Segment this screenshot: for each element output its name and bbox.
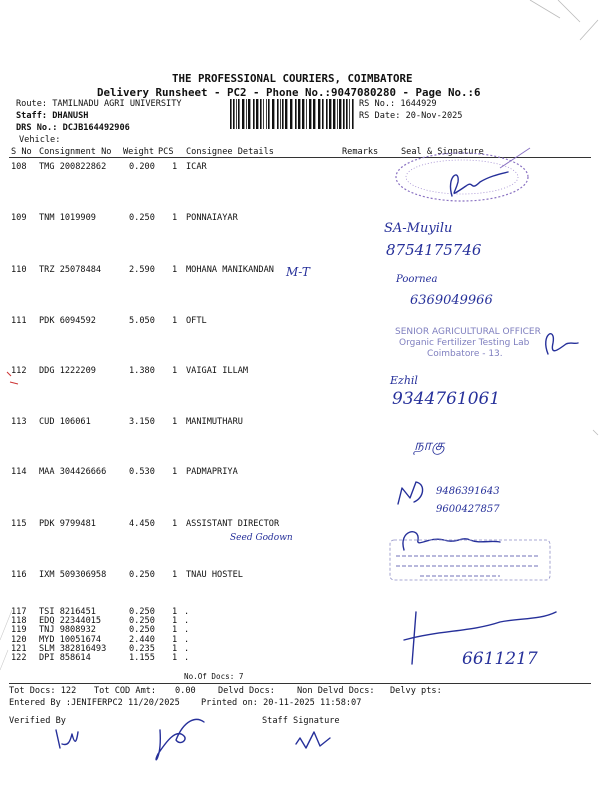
row-pcs: 1 [172, 467, 178, 477]
row-cno: TMG 200822862 [39, 162, 107, 172]
h112-name: Ezhil [390, 374, 418, 387]
route: Route: TAMILNADU AGRI UNIVERSITY [16, 99, 182, 109]
compact-row-pcs: 1 [172, 616, 178, 627]
h115-remark: Seed Godown [230, 533, 293, 543]
col-seal-signature: Seal & Signature [401, 147, 484, 157]
compact-row-weight: 0.250 [129, 607, 155, 617]
compact-row-consignee: . [184, 643, 190, 654]
row-cno: MAA 304426666 [39, 467, 107, 477]
row-consignee: MANIMUTHARU [186, 417, 243, 427]
entered-by: Entered By :JENIFERPC2 11/20/2025 [9, 698, 180, 708]
runsheet-subtitle: Delivery Runsheet - PC2 - Phone No.:9047080280 - Page No.:6 [97, 86, 481, 99]
h110-name: Poornea [396, 274, 438, 285]
col-pcs: PCS [158, 147, 174, 157]
verified-signature [56, 730, 78, 748]
oftl-stamp-line3: Coimbatore - 13. [427, 349, 503, 359]
compact-row-cno: DPI 858614 [39, 653, 91, 663]
row-sno: 115 [11, 519, 27, 529]
compact-row-pcs: 1 [172, 625, 178, 636]
col-weight: Weight [123, 147, 155, 157]
icar-signature [450, 172, 508, 196]
row-consignee: PADMAPRIYA [186, 467, 238, 477]
no-of-docs: No.Of Docs: 7 [184, 672, 244, 681]
h114-signature [398, 482, 423, 504]
row-pcs: 1 [172, 213, 178, 223]
compact-row-sno: 120 [11, 634, 27, 645]
row-cno: DDG 1222209 [39, 366, 96, 376]
row-weight: 2.590 [129, 265, 155, 275]
row-consignee: TNAU HOSTEL [186, 570, 243, 580]
compact-row-cno: MYD 10051674 [39, 634, 102, 645]
row-sno: 113 [11, 417, 27, 427]
row-sno: 110 [11, 265, 27, 275]
compact-row-consignee: . [184, 653, 190, 663]
staff-signature: Staff Signature [262, 716, 340, 726]
oftl-stamp-line2: Organic Fertilizer Testing Lab [399, 338, 530, 348]
col-consignment: Consignment No [39, 147, 112, 157]
row-consignee: MOHANA MANIKANDAN [186, 265, 274, 275]
compact-row-sno: 121 [11, 643, 27, 654]
row-weight: 1.380 [129, 366, 155, 376]
oftl-stamp-line1: SENIOR AGRICULTURAL OFFICER [395, 327, 541, 337]
icar-oval-stamp [396, 153, 528, 201]
entered-signature [156, 719, 204, 759]
h109-name: SA-Muyilu [384, 221, 453, 236]
compact-row-consignee: . [184, 616, 190, 627]
compact-row-sno: 122 [11, 653, 27, 663]
row-weight: 5.050 [129, 316, 155, 326]
row-pcs: 1 [172, 570, 178, 580]
row-cno: PDK 9799481 [39, 519, 96, 529]
row-weight: 0.200 [129, 162, 155, 172]
delivered-docs: Delvd Docs: [218, 686, 275, 696]
non-delivered-docs: Non Delvd Docs: [297, 686, 375, 696]
rs-number: RS No.: 1644929 [359, 99, 437, 109]
row-cno: PDK 6094592 [39, 316, 96, 326]
printed-on: Printed on: 20-11-2025 11:58:07 [201, 698, 362, 708]
h110-phone: 6369049966 [410, 293, 493, 308]
row-cno: CUD 106061 [39, 417, 91, 427]
row-pcs: 1 [172, 366, 178, 376]
total-docs: Tot Docs: 122 [9, 686, 77, 696]
row-weight: 0.250 [129, 213, 155, 223]
compact-row-pcs: 1 [172, 653, 178, 663]
h115-stamp [390, 540, 550, 580]
oftl-signature [546, 334, 578, 354]
col-consignee: Consignee Details [186, 147, 274, 157]
row-sno: 109 [11, 213, 27, 223]
h112-phone: 9344761061 [392, 389, 501, 409]
staff: Staff: DHANUSH [16, 111, 89, 121]
compact-row-consignee: . [184, 625, 190, 636]
compact-row-pcs: 1 [172, 634, 178, 645]
row-sno: 114 [11, 467, 27, 477]
compact-row-consignee: . [184, 634, 190, 645]
row-sno: 108 [11, 162, 27, 172]
h114-phone2: 9600427857 [436, 504, 500, 515]
drs-number: DRS No.: DCJB164492906 [16, 123, 130, 133]
h115-stamp-lines [396, 556, 540, 576]
row-consignee: PONNAIAYAR [186, 213, 238, 223]
total-cod-amount: 0.00 [175, 686, 196, 696]
row-consignee: OFTL [186, 316, 207, 326]
row-pcs: 1 [172, 265, 178, 275]
vehicle: Vehicle: [19, 135, 61, 145]
compact-row-cno: SLM 382816493 [39, 643, 107, 654]
row-sno: 111 [11, 316, 27, 326]
row-pcs: 1 [172, 162, 178, 172]
compact-row-weight: 0.235 [129, 643, 155, 654]
compact-row-cno: EDQ 22344015 [39, 616, 102, 627]
h110-initials: M-T [286, 265, 310, 279]
compact-row-weight: 2.440 [129, 634, 155, 645]
compact-row-pcs: 1 [172, 643, 178, 654]
row-consignee: ICAR [186, 162, 207, 172]
staff-signature-ink [296, 732, 330, 748]
compact-row-cno: TSI 8216451 [39, 607, 96, 617]
row-weight: 0.250 [129, 570, 155, 580]
compact-row-weight: 0.250 [129, 625, 155, 636]
row-sno: 116 [11, 570, 27, 580]
row-consignee: ASSISTANT DIRECTOR [186, 519, 280, 529]
row-consignee: VAIGAI ILLAM [186, 366, 249, 376]
row-pcs: 1 [172, 417, 178, 427]
h113-name: நாகு [414, 436, 445, 454]
compact-row-sno: 119 [11, 625, 27, 636]
row-weight: 0.530 [129, 467, 155, 477]
h114-phone1: 9486391643 [436, 486, 500, 497]
row-cno: IXM 509306958 [39, 570, 107, 580]
row-pcs: 1 [172, 519, 178, 529]
compact-row-sno: 118 [11, 616, 27, 627]
row-sno: 112 [11, 366, 27, 376]
h117-number: 6611217 [462, 649, 538, 669]
h109-phone: 8754175746 [386, 241, 482, 259]
col-sno: S No [11, 147, 32, 157]
row-weight: 4.450 [129, 519, 155, 529]
compact-row-sno: 117 [11, 607, 27, 617]
row-pcs: 1 [172, 316, 178, 326]
row-cno: TRZ 25078484 [39, 265, 102, 275]
compact-row-cno: TNJ 9808932 [39, 625, 96, 636]
company-title: THE PROFESSIONAL COURIERS, COIMBATORE [172, 72, 413, 85]
icar-stamp-tick [500, 148, 530, 168]
total-cod-label: Tot COD Amt: [94, 686, 157, 696]
row-weight: 3.150 [129, 417, 155, 427]
verified-by: Verified By [9, 716, 66, 726]
scan-mark-top-right [530, 0, 598, 40]
col-remarks: Remarks [342, 147, 379, 157]
compact-row-weight: 0.250 [129, 616, 155, 627]
compact-row-weight: 1.155 [129, 653, 155, 663]
scan-mark-left [7, 372, 18, 384]
scan-mark-right [593, 430, 598, 435]
compact-row-consignee: . [184, 607, 190, 617]
h115-signature [403, 532, 500, 550]
delivery-points: Delvy pts: [390, 686, 442, 696]
compact-row-pcs: 1 [172, 607, 178, 617]
rs-date: RS Date: 20-Nov-2025 [359, 111, 463, 121]
row-cno: TNM 1019909 [39, 213, 96, 223]
scan-mark-left-lower [0, 610, 12, 670]
